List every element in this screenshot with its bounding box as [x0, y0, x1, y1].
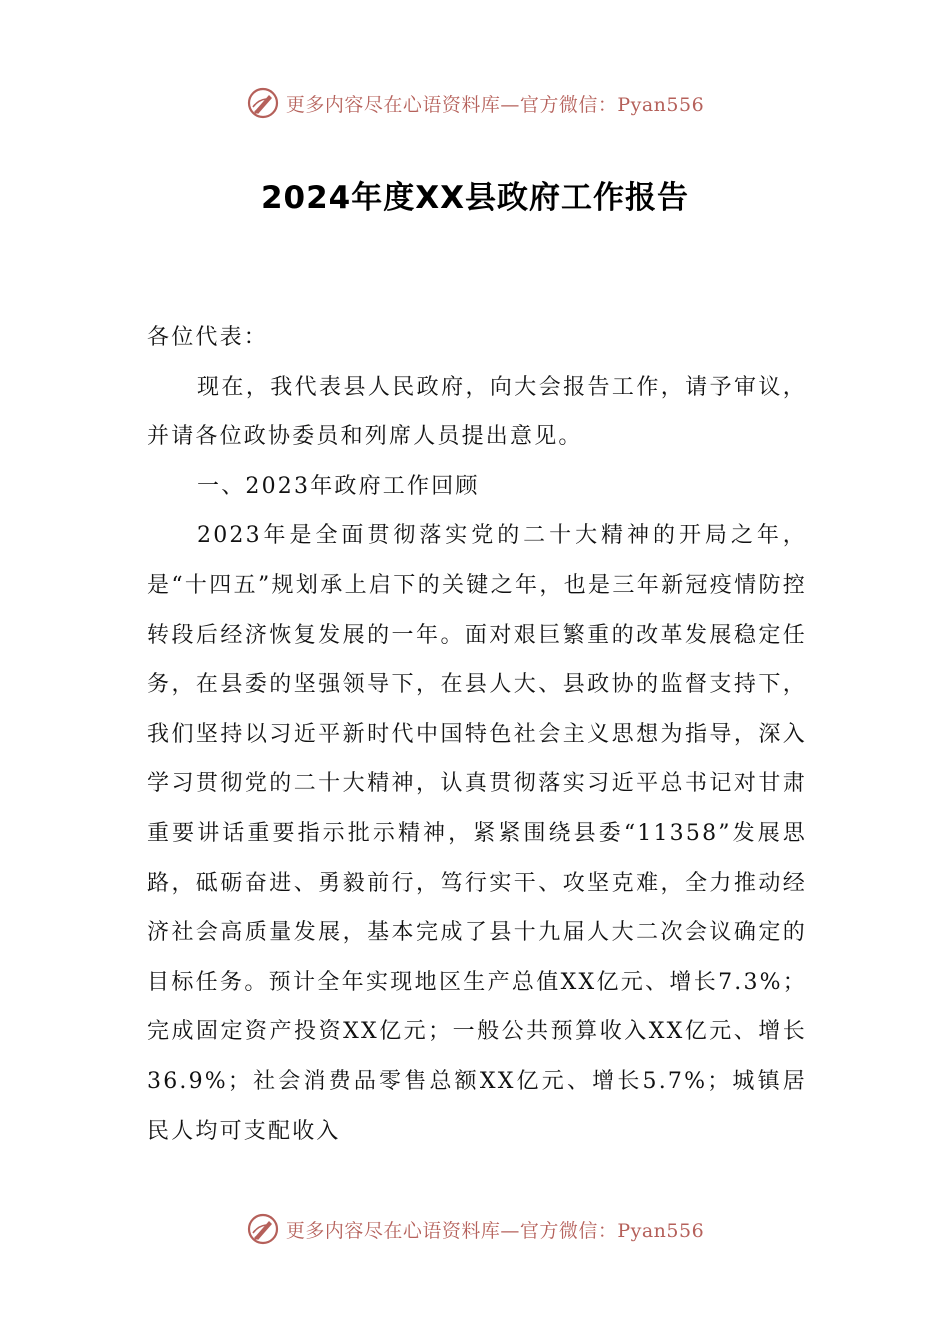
document-title: 2024年度XX县政府工作报告: [260, 180, 690, 216]
watermark-text: 更多内容尽在心语资料库—官方微信：Pyan556: [285, 1219, 705, 1242]
header-watermark-banner: [0, 83, 950, 123]
footer-watermark-banner: [0, 1209, 950, 1249]
paragraph-intro: 现在，我代表县人民政府，向大会报告工作，请予审议，并请各位政协委员和列席人员提出意见。: [147, 374, 807, 450]
pen-logo-icon: [246, 86, 280, 120]
salutation: 各位代表：: [147, 325, 269, 350]
watermark-text: 更多内容尽在心语资料库—官方微信：Pyan556: [285, 93, 705, 116]
pen-logo-icon: [246, 1212, 280, 1246]
paragraph-review: 2023年是全面贯彻落实党的二十大精神的开局之年，是“十四五”规划承上启下的关键之年，也是三年新冠疫情防控转段后经济恢复发展的一年。面对艰巨繁重的改革发展稳定任务，在县委的坚强领导下，在县人大、县政协的监督支持下，我们坚持以习近平新时代中国特色社会主义思想为指导，深入学习贯彻党的二十大精神，认真贯彻落实习近平总书记对甘肃重要讲话重要指示批示精神，紧紧围绕县委“11358”发展思路，砥砺奋进、勇毅前行，笃行实干、攻坚克难，全力推动经济社会高质量发展，基本完成了县十九届人大二次会议确定的目标任务。预计全年实现地区生产总值XX亿元、增长7.3%；完成固定资产投资XX亿元；一般公共预算收入XX亿元、增长36.9%；社会消费品零售总额XX亿元、增长5.7%；城镇居民人均可支配收入: [147, 523, 807, 1144]
section-heading: 一、2023年政府工作回顾: [197, 473, 480, 499]
document-body: [147, 313, 807, 1156]
